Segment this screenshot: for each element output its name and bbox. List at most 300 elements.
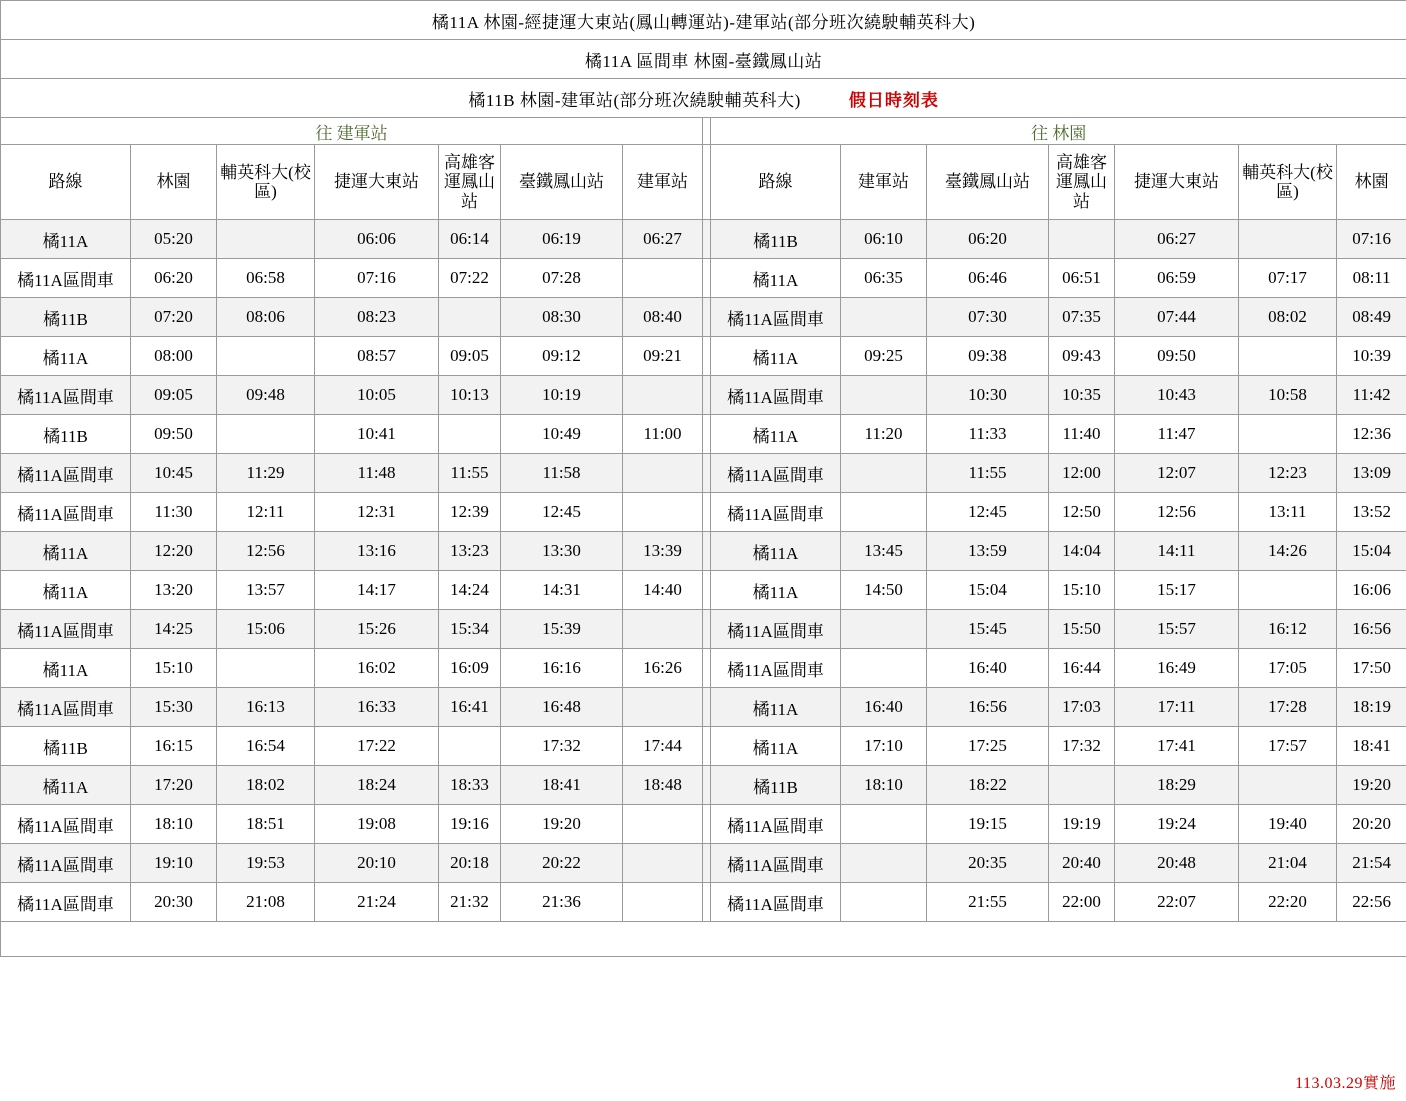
left-time-cell: 09:21 xyxy=(623,337,703,376)
left-time-cell xyxy=(623,610,703,649)
left-time-cell: 08:06 xyxy=(217,298,315,337)
left-time-cell: 16:13 xyxy=(217,688,315,727)
right-time-cell xyxy=(841,805,927,844)
right-time-cell: 10:39 xyxy=(1337,337,1406,376)
right-time-cell: 16:56 xyxy=(927,688,1049,727)
left-time-cell: 14:17 xyxy=(315,571,439,610)
right-time-cell: 06:46 xyxy=(927,259,1049,298)
column-gap-cell xyxy=(703,805,711,844)
right-time-cell xyxy=(841,649,927,688)
right-time-cell: 19:15 xyxy=(927,805,1049,844)
left-route-cell: 橘11A區間車 xyxy=(1,883,131,922)
left-time-cell: 18:48 xyxy=(623,766,703,805)
right-time-cell: 12:00 xyxy=(1049,454,1115,493)
right-time-cell: 19:19 xyxy=(1049,805,1115,844)
right-time-cell: 14:50 xyxy=(841,571,927,610)
right-time-cell: 15:04 xyxy=(927,571,1049,610)
left-time-cell: 11:29 xyxy=(217,454,315,493)
left-time-cell: 12:20 xyxy=(131,532,217,571)
right-time-cell: 21:04 xyxy=(1239,844,1337,883)
header-right-fooyin: 輔英科大(校區) xyxy=(1239,145,1337,220)
right-time-cell: 11:20 xyxy=(841,415,927,454)
table-row xyxy=(1,337,1406,376)
left-time-cell: 10:19 xyxy=(501,376,623,415)
right-time-cell xyxy=(1239,415,1337,454)
left-time-cell: 13:16 xyxy=(315,532,439,571)
right-time-cell: 14:11 xyxy=(1115,532,1239,571)
left-time-cell: 18:02 xyxy=(217,766,315,805)
title-line-3: 橘11B 林園-建軍站(部分班次繞駛輔英科大) xyxy=(468,90,801,110)
right-time-cell: 22:07 xyxy=(1115,883,1239,922)
right-time-cell: 12:07 xyxy=(1115,454,1239,493)
column-gap-cell xyxy=(703,337,711,376)
right-time-cell xyxy=(841,883,927,922)
left-route-cell: 橘11A區間車 xyxy=(1,844,131,883)
left-time-cell: 08:57 xyxy=(315,337,439,376)
left-time-cell: 17:44 xyxy=(623,727,703,766)
left-time-cell: 05:20 xyxy=(131,220,217,259)
header-right-tra-fengshan: 臺鐵鳳山站 xyxy=(927,145,1049,220)
header-left-fooyin: 輔英科大(校區) xyxy=(217,145,315,220)
right-time-cell: 07:17 xyxy=(1239,259,1337,298)
right-time-cell: 07:44 xyxy=(1115,298,1239,337)
left-time-cell: 20:30 xyxy=(131,883,217,922)
column-gap-cell xyxy=(703,259,711,298)
left-time-cell: 07:28 xyxy=(501,259,623,298)
left-time-cell xyxy=(439,727,501,766)
bottom-spacer xyxy=(1,922,1406,957)
right-time-cell: 17:41 xyxy=(1115,727,1239,766)
right-time-cell: 09:43 xyxy=(1049,337,1115,376)
left-time-cell: 09:48 xyxy=(217,376,315,415)
right-route-cell: 橘11A xyxy=(711,727,841,766)
left-time-cell: 12:31 xyxy=(315,493,439,532)
right-time-cell: 14:26 xyxy=(1239,532,1337,571)
left-route-cell: 橘11A xyxy=(1,220,131,259)
right-time-cell: 11:42 xyxy=(1337,376,1406,415)
left-time-cell xyxy=(623,844,703,883)
left-time-cell: 13:20 xyxy=(131,571,217,610)
title-row-3 xyxy=(1,79,1406,118)
right-route-cell: 橘11A區間車 xyxy=(711,649,841,688)
right-time-cell xyxy=(841,610,927,649)
column-gap-cell xyxy=(703,571,711,610)
column-gap-cell xyxy=(703,532,711,571)
right-time-cell xyxy=(1239,766,1337,805)
right-time-cell: 09:38 xyxy=(927,337,1049,376)
header-right-linyuan: 林園 xyxy=(1337,145,1406,220)
left-time-cell: 13:39 xyxy=(623,532,703,571)
right-time-cell xyxy=(1049,220,1115,259)
right-time-cell: 21:55 xyxy=(927,883,1049,922)
header-left-mrt-dadong: 捷運大東站 xyxy=(315,145,439,220)
right-time-cell: 20:48 xyxy=(1115,844,1239,883)
header-row xyxy=(1,145,1406,220)
table-row xyxy=(1,883,1406,922)
right-time-cell: 13:52 xyxy=(1337,493,1406,532)
table-row xyxy=(1,532,1406,571)
right-time-cell: 12:50 xyxy=(1049,493,1115,532)
right-time-cell: 11:33 xyxy=(927,415,1049,454)
right-time-cell: 21:54 xyxy=(1337,844,1406,883)
column-gap-cell xyxy=(703,727,711,766)
left-time-cell: 18:10 xyxy=(131,805,217,844)
right-time-cell: 15:17 xyxy=(1115,571,1239,610)
right-time-cell: 12:36 xyxy=(1337,415,1406,454)
title-row-2 xyxy=(1,40,1406,79)
left-time-cell: 08:30 xyxy=(501,298,623,337)
left-route-cell: 橘11A區間車 xyxy=(1,610,131,649)
right-time-cell: 12:56 xyxy=(1115,493,1239,532)
direction-row xyxy=(1,118,1406,145)
left-time-cell: 16:48 xyxy=(501,688,623,727)
right-time-cell: 06:51 xyxy=(1049,259,1115,298)
right-time-cell: 16:56 xyxy=(1337,610,1406,649)
right-time-cell xyxy=(1049,766,1115,805)
right-time-cell: 22:00 xyxy=(1049,883,1115,922)
effective-date-note: 113.03.29實施 xyxy=(1295,1075,1396,1092)
left-route-cell: 橘11A區間車 xyxy=(1,376,131,415)
title-row-1 xyxy=(1,1,1406,40)
right-route-cell: 橘11B xyxy=(711,220,841,259)
left-time-cell: 07:22 xyxy=(439,259,501,298)
right-route-cell: 橘11A區間車 xyxy=(711,805,841,844)
right-time-cell: 08:49 xyxy=(1337,298,1406,337)
right-time-cell: 06:35 xyxy=(841,259,927,298)
right-time-cell xyxy=(1239,337,1337,376)
left-time-cell: 15:39 xyxy=(501,610,623,649)
left-time-cell: 11:30 xyxy=(131,493,217,532)
left-time-cell: 20:18 xyxy=(439,844,501,883)
left-route-cell: 橘11B xyxy=(1,298,131,337)
direction-label-left: 往 建軍站 xyxy=(1,118,703,145)
right-time-cell: 08:11 xyxy=(1337,259,1406,298)
column-gap-cell xyxy=(703,376,711,415)
right-time-cell: 19:40 xyxy=(1239,805,1337,844)
right-route-cell: 橘11A xyxy=(711,415,841,454)
right-time-cell: 17:03 xyxy=(1049,688,1115,727)
right-time-cell: 19:20 xyxy=(1337,766,1406,805)
left-time-cell: 07:20 xyxy=(131,298,217,337)
left-time-cell: 06:58 xyxy=(217,259,315,298)
left-time-cell: 15:30 xyxy=(131,688,217,727)
right-time-cell: 20:40 xyxy=(1049,844,1115,883)
right-time-cell: 20:20 xyxy=(1337,805,1406,844)
left-time-cell: 11:48 xyxy=(315,454,439,493)
right-time-cell: 07:16 xyxy=(1337,220,1406,259)
column-gap-cell xyxy=(703,610,711,649)
left-time-cell: 06:19 xyxy=(501,220,623,259)
left-time-cell xyxy=(623,259,703,298)
left-time-cell: 13:57 xyxy=(217,571,315,610)
column-gap-header xyxy=(703,145,711,220)
title-line-3-container xyxy=(1,79,1406,118)
left-time-cell xyxy=(623,376,703,415)
right-route-cell: 橘11A xyxy=(711,571,841,610)
table-row xyxy=(1,688,1406,727)
right-time-cell: 17:11 xyxy=(1115,688,1239,727)
left-time-cell: 16:54 xyxy=(217,727,315,766)
right-time-cell: 09:50 xyxy=(1115,337,1239,376)
right-time-cell: 17:25 xyxy=(927,727,1049,766)
right-time-cell: 12:23 xyxy=(1239,454,1337,493)
left-time-cell: 06:06 xyxy=(315,220,439,259)
left-time-cell: 06:14 xyxy=(439,220,501,259)
right-time-cell: 16:49 xyxy=(1115,649,1239,688)
left-time-cell: 14:25 xyxy=(131,610,217,649)
table-row xyxy=(1,376,1406,415)
left-time-cell: 16:16 xyxy=(501,649,623,688)
right-route-cell: 橘11A xyxy=(711,259,841,298)
right-time-cell: 14:04 xyxy=(1049,532,1115,571)
left-time-cell: 12:56 xyxy=(217,532,315,571)
left-time-cell: 16:33 xyxy=(315,688,439,727)
table-row xyxy=(1,259,1406,298)
left-time-cell xyxy=(439,298,501,337)
right-time-cell: 17:10 xyxy=(841,727,927,766)
title-line-2: 橘11A 區間車 林園-臺鐵鳳山站 xyxy=(1,40,1406,79)
right-time-cell xyxy=(841,493,927,532)
left-time-cell: 08:40 xyxy=(623,298,703,337)
left-route-cell: 橘11B xyxy=(1,415,131,454)
right-time-cell: 22:56 xyxy=(1337,883,1406,922)
left-time-cell: 18:33 xyxy=(439,766,501,805)
left-time-cell: 10:05 xyxy=(315,376,439,415)
left-time-cell: 16:26 xyxy=(623,649,703,688)
left-time-cell: 21:36 xyxy=(501,883,623,922)
right-time-cell: 06:59 xyxy=(1115,259,1239,298)
left-route-cell: 橘11A xyxy=(1,649,131,688)
left-time-cell: 08:00 xyxy=(131,337,217,376)
right-time-cell: 13:11 xyxy=(1239,493,1337,532)
left-time-cell: 19:10 xyxy=(131,844,217,883)
column-gap-cell xyxy=(703,844,711,883)
direction-label-right: 往 林園 xyxy=(711,118,1406,145)
right-time-cell xyxy=(1239,220,1337,259)
left-time-cell: 19:16 xyxy=(439,805,501,844)
header-left-linyuan: 林園 xyxy=(131,145,217,220)
left-time-cell: 13:23 xyxy=(439,532,501,571)
right-time-cell: 11:55 xyxy=(927,454,1049,493)
right-time-cell: 15:50 xyxy=(1049,610,1115,649)
header-left-jianjun: 建軍站 xyxy=(623,145,703,220)
header-right-ksbus-fengshan: 高雄客運鳳山站 xyxy=(1049,145,1115,220)
left-time-cell xyxy=(439,415,501,454)
left-time-cell: 16:02 xyxy=(315,649,439,688)
right-time-cell: 16:40 xyxy=(841,688,927,727)
right-time-cell: 16:12 xyxy=(1239,610,1337,649)
table-row xyxy=(1,610,1406,649)
right-time-cell: 15:45 xyxy=(927,610,1049,649)
right-time-cell: 08:02 xyxy=(1239,298,1337,337)
left-time-cell: 12:11 xyxy=(217,493,315,532)
right-time-cell: 10:35 xyxy=(1049,376,1115,415)
left-time-cell xyxy=(623,883,703,922)
left-route-cell: 橘11A xyxy=(1,337,131,376)
right-route-cell: 橘11A xyxy=(711,337,841,376)
left-time-cell: 16:41 xyxy=(439,688,501,727)
right-time-cell: 06:10 xyxy=(841,220,927,259)
left-time-cell xyxy=(623,454,703,493)
header-right-mrt-dadong: 捷運大東站 xyxy=(1115,145,1239,220)
table-row xyxy=(1,766,1406,805)
left-time-cell: 06:20 xyxy=(131,259,217,298)
right-time-cell: 16:40 xyxy=(927,649,1049,688)
left-time-cell: 14:40 xyxy=(623,571,703,610)
column-gap-cell xyxy=(703,220,711,259)
column-gap-cell xyxy=(703,766,711,805)
left-route-cell: 橘11A區間車 xyxy=(1,454,131,493)
column-gap-cell xyxy=(703,493,711,532)
left-time-cell: 16:09 xyxy=(439,649,501,688)
left-time-cell: 21:32 xyxy=(439,883,501,922)
right-time-cell: 18:22 xyxy=(927,766,1049,805)
table-row xyxy=(1,298,1406,337)
left-time-cell: 19:53 xyxy=(217,844,315,883)
right-time-cell: 17:57 xyxy=(1239,727,1337,766)
table-row xyxy=(1,805,1406,844)
column-gap xyxy=(703,118,711,145)
right-route-cell: 橘11A區間車 xyxy=(711,454,841,493)
left-route-cell: 橘11A xyxy=(1,766,131,805)
left-time-cell: 15:34 xyxy=(439,610,501,649)
left-route-cell: 橘11A區間車 xyxy=(1,688,131,727)
bottom-spacer-cell xyxy=(1,922,1406,957)
right-time-cell: 13:09 xyxy=(1337,454,1406,493)
right-time-cell: 16:44 xyxy=(1049,649,1115,688)
left-time-cell: 17:32 xyxy=(501,727,623,766)
column-gap-cell xyxy=(703,688,711,727)
left-time-cell: 19:20 xyxy=(501,805,623,844)
left-time-cell: 15:26 xyxy=(315,610,439,649)
left-time-cell: 15:10 xyxy=(131,649,217,688)
right-time-cell xyxy=(1239,571,1337,610)
table-row xyxy=(1,454,1406,493)
left-time-cell: 14:31 xyxy=(501,571,623,610)
left-time-cell: 11:00 xyxy=(623,415,703,454)
right-time-cell: 07:30 xyxy=(927,298,1049,337)
left-time-cell: 10:49 xyxy=(501,415,623,454)
right-route-cell: 橘11A區間車 xyxy=(711,376,841,415)
left-time-cell: 10:45 xyxy=(131,454,217,493)
holiday-badge: 假日時刻表 xyxy=(848,90,939,110)
left-time-cell: 16:15 xyxy=(131,727,217,766)
right-time-cell: 10:58 xyxy=(1239,376,1337,415)
right-time-cell: 22:20 xyxy=(1239,883,1337,922)
right-time-cell: 06:27 xyxy=(1115,220,1239,259)
left-time-cell: 20:10 xyxy=(315,844,439,883)
timetable-body xyxy=(1,220,1406,922)
right-route-cell: 橘11A xyxy=(711,532,841,571)
left-time-cell: 20:22 xyxy=(501,844,623,883)
table-row xyxy=(1,493,1406,532)
table-row xyxy=(1,844,1406,883)
left-time-cell xyxy=(217,220,315,259)
right-time-cell xyxy=(841,298,927,337)
left-time-cell xyxy=(217,649,315,688)
left-time-cell: 12:45 xyxy=(501,493,623,532)
right-time-cell: 17:28 xyxy=(1239,688,1337,727)
left-time-cell: 18:51 xyxy=(217,805,315,844)
right-time-cell: 17:05 xyxy=(1239,649,1337,688)
left-time-cell xyxy=(623,688,703,727)
title-line-1: 橘11A 林園-經捷運大東站(鳳山轉運站)-建軍站(部分班次繞駛輔英科大) xyxy=(1,1,1406,40)
right-time-cell: 07:35 xyxy=(1049,298,1115,337)
table-row xyxy=(1,415,1406,454)
right-time-cell xyxy=(841,376,927,415)
table-row xyxy=(1,649,1406,688)
column-gap-cell xyxy=(703,415,711,454)
right-time-cell: 19:24 xyxy=(1115,805,1239,844)
right-time-cell: 11:47 xyxy=(1115,415,1239,454)
left-time-cell: 17:20 xyxy=(131,766,217,805)
left-time-cell: 11:58 xyxy=(501,454,623,493)
right-time-cell: 15:10 xyxy=(1049,571,1115,610)
right-time-cell: 17:32 xyxy=(1049,727,1115,766)
right-time-cell: 06:20 xyxy=(927,220,1049,259)
left-route-cell: 橘11A區間車 xyxy=(1,259,131,298)
right-time-cell: 15:57 xyxy=(1115,610,1239,649)
header-left-ksbus-fengshan: 高雄客運鳳山站 xyxy=(439,145,501,220)
right-route-cell: 橘11A區間車 xyxy=(711,883,841,922)
right-time-cell: 18:29 xyxy=(1115,766,1239,805)
table-row xyxy=(1,727,1406,766)
left-time-cell: 07:16 xyxy=(315,259,439,298)
right-time-cell: 13:59 xyxy=(927,532,1049,571)
header-left-tra-fengshan: 臺鐵鳳山站 xyxy=(501,145,623,220)
left-time-cell: 06:27 xyxy=(623,220,703,259)
left-time-cell: 21:24 xyxy=(315,883,439,922)
left-time-cell: 11:55 xyxy=(439,454,501,493)
left-time-cell: 10:41 xyxy=(315,415,439,454)
right-route-cell: 橘11B xyxy=(711,766,841,805)
right-route-cell: 橘11A xyxy=(711,688,841,727)
left-time-cell xyxy=(217,337,315,376)
right-time-cell: 09:25 xyxy=(841,337,927,376)
left-time-cell xyxy=(623,805,703,844)
left-time-cell: 09:50 xyxy=(131,415,217,454)
left-time-cell: 14:24 xyxy=(439,571,501,610)
right-time-cell: 18:41 xyxy=(1337,727,1406,766)
left-time-cell: 15:06 xyxy=(217,610,315,649)
left-time-cell: 18:24 xyxy=(315,766,439,805)
table-row xyxy=(1,220,1406,259)
left-time-cell: 10:13 xyxy=(439,376,501,415)
right-route-cell: 橘11A區間車 xyxy=(711,298,841,337)
left-time-cell: 19:08 xyxy=(315,805,439,844)
right-time-cell: 11:40 xyxy=(1049,415,1115,454)
column-gap-cell xyxy=(703,298,711,337)
left-time-cell xyxy=(623,493,703,532)
right-time-cell: 17:50 xyxy=(1337,649,1406,688)
right-time-cell: 10:43 xyxy=(1115,376,1239,415)
header-left-route: 路線 xyxy=(1,145,131,220)
column-gap-cell xyxy=(703,883,711,922)
right-time-cell: 13:45 xyxy=(841,532,927,571)
right-time-cell xyxy=(841,844,927,883)
left-time-cell: 09:05 xyxy=(131,376,217,415)
left-time-cell: 13:30 xyxy=(501,532,623,571)
left-route-cell: 橘11A xyxy=(1,532,131,571)
table-row xyxy=(1,571,1406,610)
right-time-cell: 15:04 xyxy=(1337,532,1406,571)
column-gap-cell xyxy=(703,649,711,688)
left-time-cell: 09:05 xyxy=(439,337,501,376)
left-route-cell: 橘11A xyxy=(1,571,131,610)
left-time-cell: 18:41 xyxy=(501,766,623,805)
right-time-cell xyxy=(841,454,927,493)
right-route-cell: 橘11A區間車 xyxy=(711,493,841,532)
